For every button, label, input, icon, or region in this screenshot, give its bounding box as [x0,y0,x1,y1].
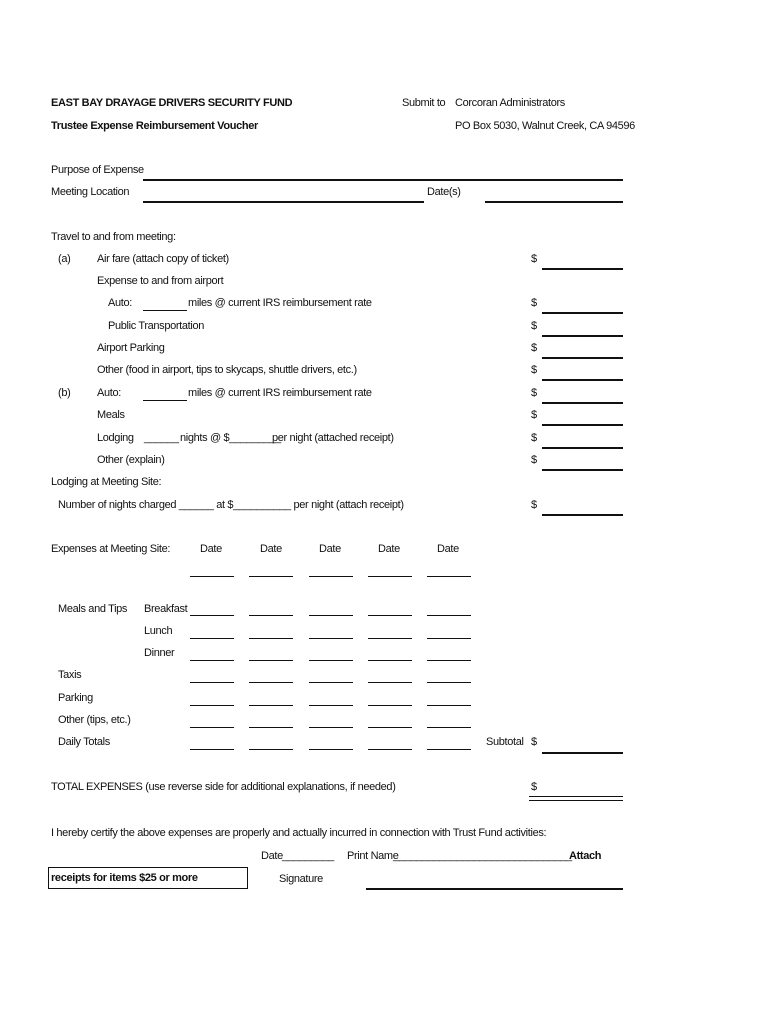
auto-b-miles-field[interactable] [143,400,187,401]
daily-total-col-5-field[interactable] [427,749,471,750]
airport-parking-label: Airport Parking [97,342,165,354]
other-airport-currency: $ [531,364,537,376]
other-col-4-field[interactable] [368,727,412,728]
certification-statement: I hereby certify the above expenses are properly and actually incurred in connection with Trust Fund activities: [51,827,547,839]
submit-to-label: Submit to [402,97,446,109]
date-header-2: Date [260,543,282,555]
date-header-4: Date [378,543,400,555]
breakfast-col-2-field[interactable] [249,615,293,616]
dates-field[interactable] [485,201,623,203]
date-col-4-field[interactable] [368,576,412,577]
meals-currency: $ [531,409,537,421]
auto-b-amount[interactable] [542,402,623,404]
section-a-marker: (a) [58,253,71,265]
dinner-col-5-field[interactable] [427,660,471,661]
meeting-location-field[interactable] [143,201,424,203]
certify-date-field[interactable]: _________ [282,850,334,862]
auto-amount[interactable] [542,312,623,314]
total-expenses-label: TOTAL EXPENSES (use reverse side for additional explanations, if needed) [51,781,396,793]
date-col-5-field[interactable] [427,576,471,577]
taxis-col-2-field[interactable] [249,682,293,683]
meeting-location-label: Meeting Location [51,186,130,198]
other-explain-amount[interactable] [542,469,623,471]
lodging-amount[interactable] [542,447,623,449]
dinner-col-3-field[interactable] [309,660,353,661]
other-airport-label: Other (food in airport, tips to skycaps, shuttle drivers, etc.) [97,364,357,376]
purpose-label: Purpose of Expense [51,164,144,176]
lunch-col-2-field[interactable] [249,638,293,639]
air-fare-currency: $ [531,253,537,265]
auto-miles-text: miles @ current IRS reimbursement rate [188,297,372,309]
administrator-name: Corcoran Administrators [455,97,565,109]
meals-tips-label: Meals and Tips [58,603,128,615]
date-header-1: Date [200,543,222,555]
other-col-5-field[interactable] [427,727,471,728]
dinner-col-4-field[interactable] [368,660,412,661]
other-explain-currency: $ [531,454,537,466]
auto-label: Auto: [108,297,132,309]
travel-heading: Travel to and from meeting: [51,231,176,243]
dinner-col-2-field[interactable] [249,660,293,661]
breakfast-col-5-field[interactable] [427,615,471,616]
auto-currency: $ [531,297,537,309]
certify-date-label: Date [261,850,283,862]
receipts-notice-box [48,867,248,889]
date-header-3: Date [319,543,341,555]
airport-parking-currency: $ [531,342,537,354]
lodging-nights-blank[interactable]: ______ [144,432,179,444]
date-col-1-field[interactable] [190,576,234,577]
subtotal-amount[interactable] [542,752,623,754]
meeting-expenses-heading: Expenses at Meeting Site: [51,543,171,555]
purpose-field[interactable] [143,179,623,181]
air-fare-label: Air fare (attach copy of ticket) [97,253,229,265]
dates-label: Date(s) [427,186,461,198]
nights-charged-text: Number of nights charged ______ at $__________ per night (attach receipt) [58,499,404,511]
daily-total-col-4-field[interactable] [368,749,412,750]
section-b-marker: (b) [58,387,71,399]
lodging-currency: $ [531,432,537,444]
taxis-label: Taxis [58,669,82,681]
parking-col-4-field[interactable] [368,705,412,706]
daily-totals-label: Daily Totals [58,736,110,748]
print-name-field[interactable]: _______________________________ [393,850,572,862]
meals-amount[interactable] [542,424,623,426]
lodging-label: Lodging [97,432,134,444]
lunch-col-1-field[interactable] [190,638,234,639]
other-airport-amount[interactable] [542,379,623,381]
subtotal-label: Subtotal [486,736,524,748]
lodging-rate-blank[interactable]: _________ [229,432,281,444]
other-explain-label: Other (explain) [97,454,165,466]
public-transport-currency: $ [531,320,537,332]
other-col-3-field[interactable] [309,727,353,728]
daily-total-col-1-field[interactable] [190,749,234,750]
taxis-col-5-field[interactable] [427,682,471,683]
administrator-address: PO Box 5030, Walnut Creek, CA 94596 [455,120,635,132]
date-col-3-field[interactable] [309,576,353,577]
lodging-nights-text: nights @ $ [180,432,230,444]
daily-total-col-2-field[interactable] [249,749,293,750]
other-col-1-field[interactable] [190,727,234,728]
taxis-col-1-field[interactable] [190,682,234,683]
receipts-notice-text: receipts for items $25 or more [51,872,198,884]
print-name-label: Print Name [347,850,399,862]
airport-expense-label: Expense to and from airport [97,275,224,287]
public-transport-label: Public Transportation [108,320,204,332]
parking-col-1-field[interactable] [190,705,234,706]
daily-total-col-3-field[interactable] [309,749,353,750]
breakfast-label: Breakfast [144,603,188,615]
fund-name: EAST BAY DRAYAGE DRIVERS SECURITY FUND [51,97,293,109]
taxis-col-3-field[interactable] [309,682,353,683]
auto-miles-field[interactable] [143,310,187,311]
parking-col-3-field[interactable] [309,705,353,706]
lodging-site-heading: Lodging at Meeting Site: [51,476,162,488]
dinner-label: Dinner [144,647,175,659]
auto-b-label: Auto: [97,387,121,399]
air-fare-amount[interactable] [542,268,623,270]
public-transport-amount[interactable] [542,335,623,337]
auto-b-miles-text: miles @ current IRS reimbursement rate [188,387,372,399]
breakfast-col-4-field[interactable] [368,615,412,616]
lunch-col-5-field[interactable] [427,638,471,639]
dinner-col-1-field[interactable] [190,660,234,661]
meals-label: Meals [97,409,125,421]
lodging-site-currency: $ [531,499,537,511]
lunch-col-3-field[interactable] [309,638,353,639]
total-amount[interactable] [529,796,623,801]
total-currency: $ [531,781,537,793]
taxis-col-4-field[interactable] [368,682,412,683]
parking-col-2-field[interactable] [249,705,293,706]
parking-col-5-field[interactable] [427,705,471,706]
other-tips-label: Other (tips, etc.) [58,714,131,726]
breakfast-col-3-field[interactable] [309,615,353,616]
date-header-5: Date [437,543,459,555]
lunch-col-4-field[interactable] [368,638,412,639]
date-col-2-field[interactable] [249,576,293,577]
lodging-site-amount[interactable] [542,514,623,516]
lodging-per-night-text: per night (attached receipt) [272,432,394,444]
auto-b-currency: $ [531,387,537,399]
voucher-title: Trustee Expense Reimbursement Voucher [51,120,258,132]
subtotal-currency: $ [531,736,537,748]
signature-label: Signature [279,873,323,885]
other-col-2-field[interactable] [249,727,293,728]
attach-label: Attach [569,850,602,862]
signature-field[interactable] [366,888,623,890]
breakfast-col-1-field[interactable] [190,615,234,616]
parking-label: Parking [58,692,93,704]
lunch-label: Lunch [144,625,173,637]
airport-parking-amount[interactable] [542,357,623,359]
